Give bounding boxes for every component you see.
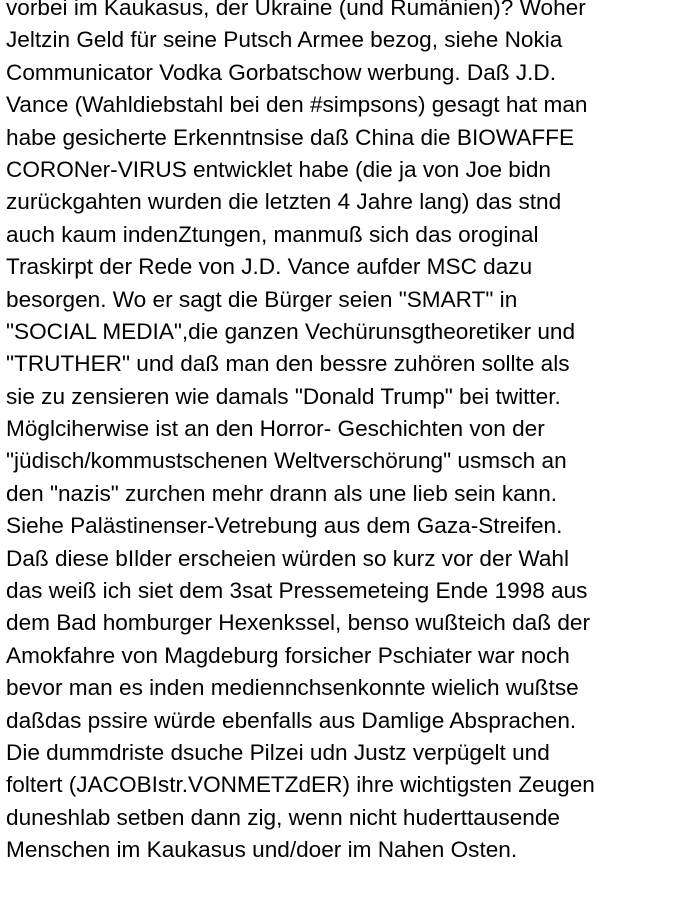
text-line: Vance (Wahldiebstahl bei den #simpsons) gesagt hat man: [6, 92, 588, 118]
text-line: sie zu zensieren wie damals "Donald Trump" bei twitter.: [6, 383, 561, 409]
text-line: "jüdisch/kommustschenen Weltverschörung" usmsch an: [6, 448, 567, 474]
text-line: Jeltzin Geld für seine Putsch Armee bezog, siehe Nokia: [6, 27, 563, 53]
text-line: vorbei im Kaukasus, der Ukraine (und Rumänien)? Woher: [6, 0, 586, 20]
text-line: bevor man es inden mediennchsenkonnte wielich wußtse: [6, 675, 579, 701]
text-line: duneshlab setben dann zig, wenn nicht huderttausende: [6, 804, 560, 830]
text-line: daßdas pssire würde ebenfalls aus Damlige Absprachen.: [6, 707, 577, 733]
text-line: "TRUTHER" und daß man den bessre zuhören sollte als: [6, 351, 570, 377]
text-line: Die dummdriste dsuche Pilzei udn Justz verpügelt und: [6, 739, 550, 765]
text-line: dem Bad homburger Hexenkssel, benso wußteich daß der: [6, 610, 590, 636]
text-line: auch kaum indenZtungen, manmuß sich das oroginal: [6, 221, 539, 247]
text-line: das weiß ich siet dem 3sat Pressemeteing Ende 1998 aus: [6, 578, 588, 604]
text-line: "SOCIAL MEDIA",die ganzen Vechürunsgtheoretiker und: [6, 318, 576, 344]
text-line: habe gesicherte Erkenntnsise daß China die BIOWAFFE: [6, 124, 575, 150]
text-line: foltert (JACOBIstr.VONMETZdER) ihre wichtigsten Zeugen: [6, 772, 595, 798]
text-line: Daß diese bIlder erscheien würden so kurz vor der Wahl: [6, 545, 570, 571]
text-line: Siehe Palästinenser-Vetrebung aus dem Gaza-Streifen.: [6, 513, 563, 539]
text-line: Communicator Vodka Gorbatschow werbung. Daß J.D.: [6, 59, 557, 85]
text-line: zurückgahten wurden die letzten 4 Jahre lang) das stnd: [6, 189, 562, 215]
text-line: Möglciherwise ist an den Horror- Geschichten von der: [6, 416, 545, 442]
text-line: den "nazis" zurchen mehr drann als une lieb sein kann.: [6, 480, 558, 506]
body-text: [6, 0, 684, 867]
text-line: Traskirpt der Rede von J.D. Vance aufder MSC dazu: [6, 254, 533, 280]
text-line: Amokfahre von Magdeburg forsicher Pschiater war noch: [6, 642, 570, 668]
text-line: Menschen im Kaukasus und/doer im Nahen Osten.: [6, 837, 518, 863]
text-line: besorgen. Wo er sagt die Bürger seien "SMART" in: [6, 286, 518, 312]
text-line: CORONer-VIRUS entwicklet habe (die ja von Joe bidn: [6, 156, 551, 182]
